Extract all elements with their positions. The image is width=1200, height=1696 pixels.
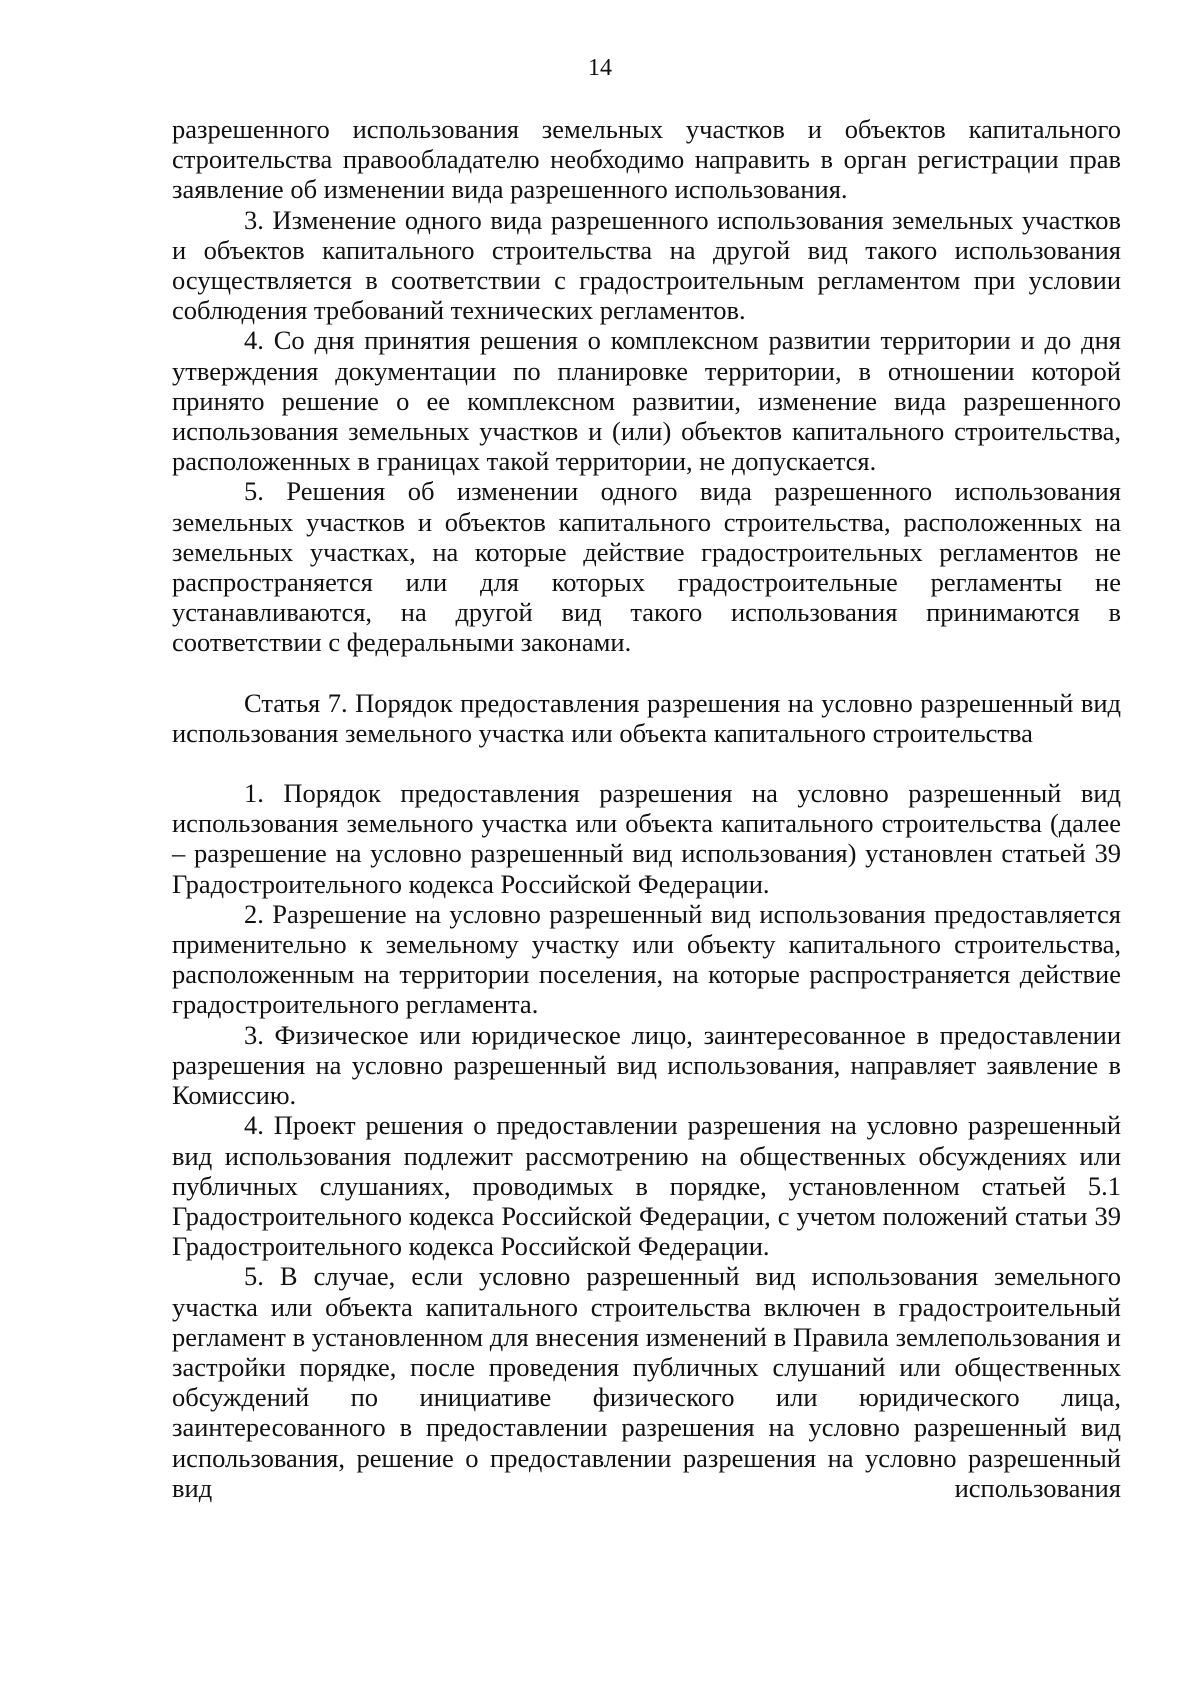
paragraph-item-3: 3. Изменение одного вида разрешенного использования земельных участков и объектов капитального строительства на другой вид такого использования осуществляется в соответствии с градостроительным регламентом при условии соблюдения требований технических регламентов. [172, 204, 1121, 326]
article-7-item-4: 4. Проект решения о предоставлении разрешения на условно разрешенный вид использования подлежит рассмотрению на общественных обсуждениях или публичных слушаниях, проводимых в порядке, установленном статьей 5.1 Градостроительного кодекса Российской Федерации, с учетом положений статьи 39 Градостроительного кодекса Российской Федерации. [172, 1110, 1121, 1262]
paragraph-item-4: 4. Со дня принятия решения о комплексном развитии территории и до дня утверждения документации по планировке территории, в отношении которой принято решение о ее комплексном развитии, изменение вида разрешенного использования земельных участков и (или) объектов капитального строительства, расположенных в границах такой территории, не допускается. [172, 325, 1121, 477]
page-number: 14 [588, 55, 612, 81]
document-body [172, 114, 1121, 1503]
article-7-item-5: 5. В случае, если условно разрешенный вид использования земельного участка или объекта капитального строительства включен в градостроительный регламент в установленном для внесения изменений в Правила землепользования и застройки порядке, после проведения публичных слушаний или общественных обсуждений по инициативе физического или юридического лица, заинтересованного в предоставлении разрешения на условно разрешенный вид использования, решение о предоставлении разрешения на условно разрешенный вид использования [172, 1261, 1121, 1503]
article-7-item-2: 2. Разрешение на условно разрешенный вид использования предоставляется применительно к земельному участку или объекту капитального строительства, расположенным на территории поселения, на которые распространяется действие градостроительного регламента. [172, 898, 1121, 1020]
paragraph-item-5: 5. Решения об изменении одного вида разрешенного использования земельных участков и объектов капитального строительства, расположенных на земельных участках, на которые действие градостроительных регламентов не распространяется или для которых градостроительные регламенты не устанавливаются, на другой вид такого использования принимаются в соответствии с федеральными законами. [172, 476, 1121, 658]
article-7-item-3: 3. Физическое или юридическое лицо, заинтересованное в предоставлении разрешения на условно разрешенный вид использования, направляет заявление в Комиссию. [172, 1019, 1121, 1111]
article-heading: Статья 7. Порядок предоставления разрешения на условно разрешенный вид использования земельного участка или объекта капитального строительства [172, 687, 1121, 748]
article-7-item-1: 1. Порядок предоставления разрешения на условно разрешенный вид использования земельного участка или объекта капитального строительства (далее – разрешение на условно разрешенный вид использования) установлен статьей 39 Градостроительного кодекса Российской Федерации. [172, 778, 1121, 899]
paragraph-continuation: разрешенного использования земельных участков и объектов капитального строительства правообладателю необходимо направить в орган регистрации прав заявление об изменении вида разрешенного использования. [172, 114, 1121, 205]
